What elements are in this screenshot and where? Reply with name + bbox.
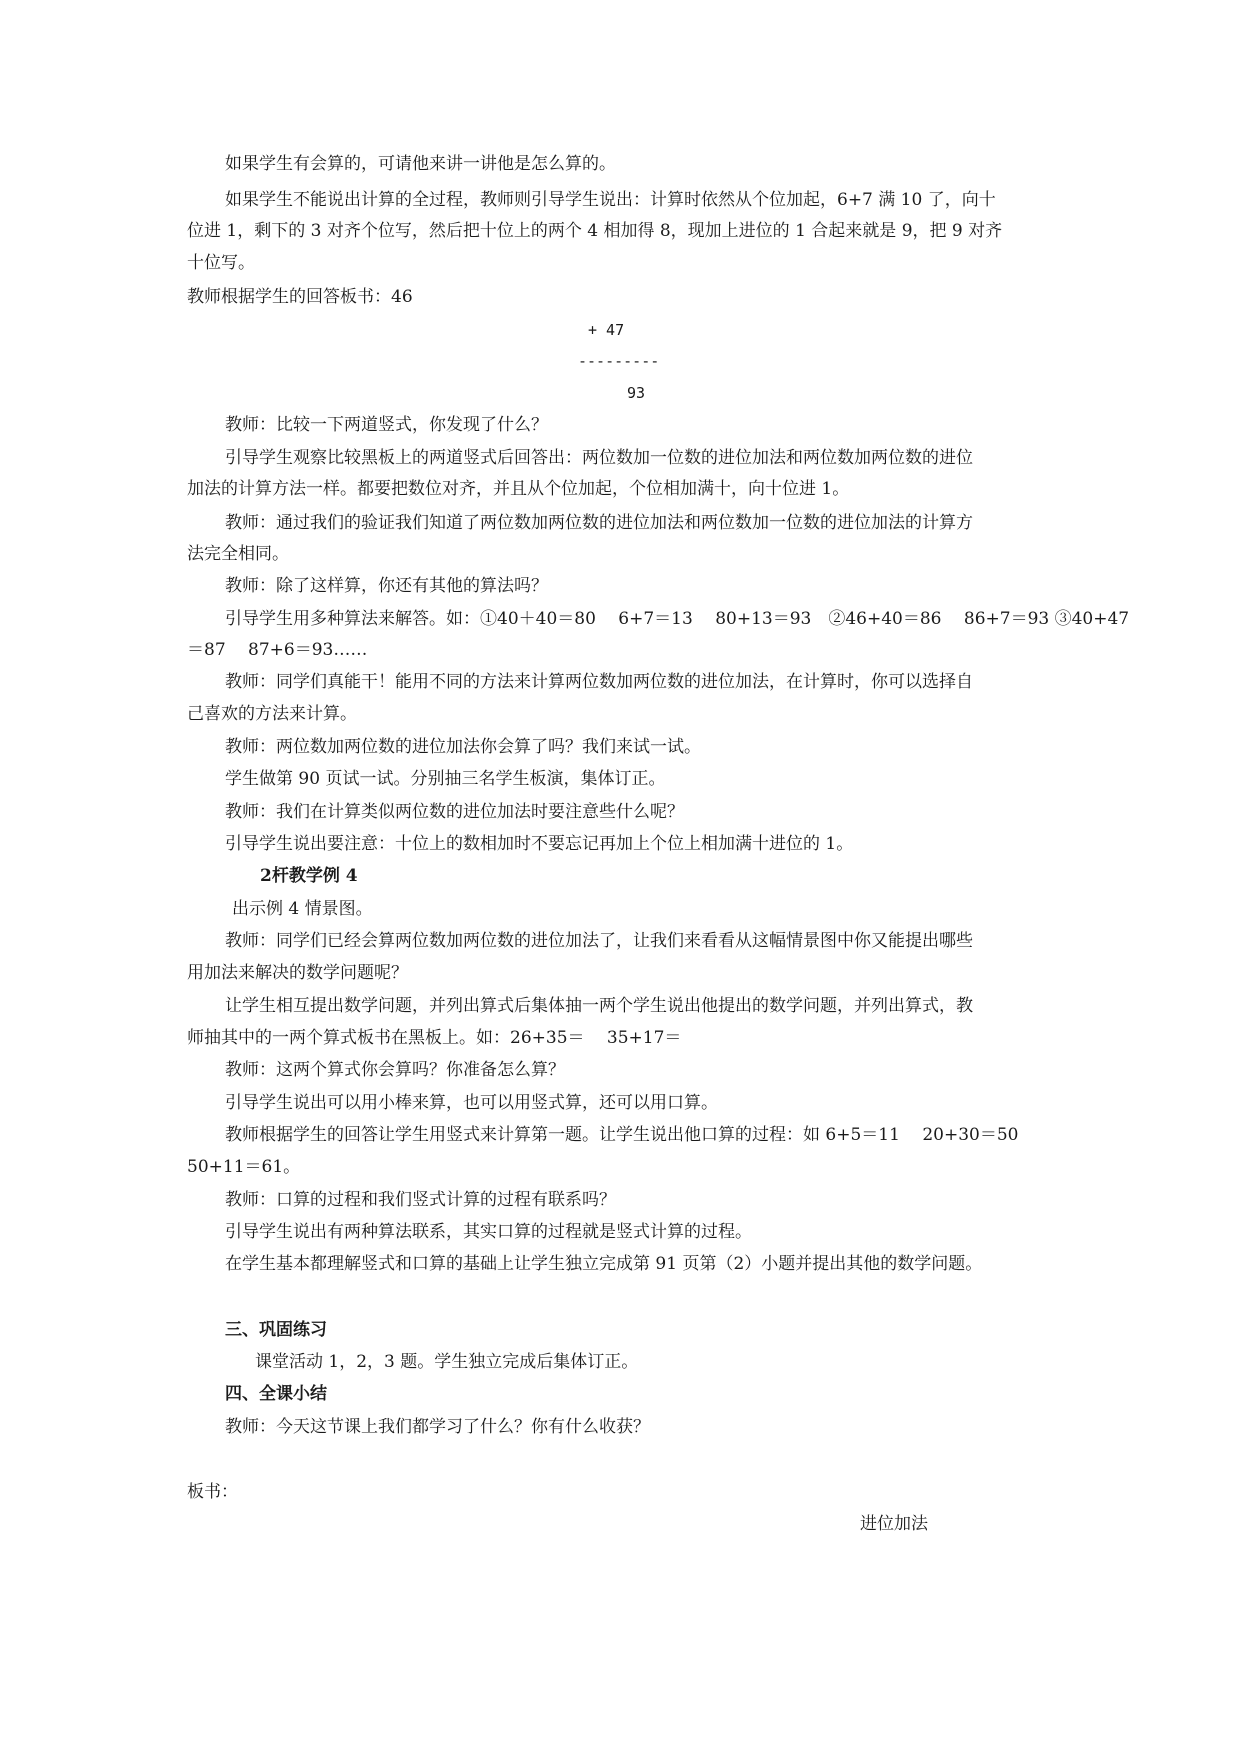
- paragraph-line: 学生做第 90 页试一试。分别抽三名学生板演，集体订正。: [225, 769, 666, 789]
- paragraph-line: 十位写。: [187, 253, 255, 273]
- paragraph-line: 加法的计算方法一样。都要把数位对齐，并且从个位加起，个位相加满十，向十位进 1。: [187, 479, 850, 499]
- paragraph-line: 引导学生说出要注意：十位上的数相加时不要忘记再加上个位上相加满十进位的 1。: [225, 834, 854, 854]
- paragraph-line: 己喜欢的方法来计算。: [187, 704, 357, 724]
- paragraph-line: 50+11＝61。: [187, 1157, 301, 1177]
- paragraph-line: 教师根据学生的回答让学生用竖式来计算第一题。让学生说出他口算的过程：如 6+5＝11 20+30＝50: [225, 1125, 1019, 1145]
- paragraph-line: 师抽其中的一两个算式板书在黑板上。如：26+35＝ 35+17＝: [187, 1028, 682, 1048]
- paragraph-line: 教师：今天这节课上我们都学习了什么？你有什么收获？: [225, 1417, 650, 1437]
- paragraph-line: 教师：口算的过程和我们竖式计算的过程有联系吗？: [225, 1190, 616, 1210]
- paragraph-line: 在学生基本都理解竖式和口算的基础上让学生独立完成第 91 页第（2）小题并提出其他的数学问题。: [225, 1254, 983, 1274]
- vertical-calc-addend: + 47: [588, 321, 625, 339]
- paragraph-line: 引导学生说出有两种算法联系，其实口算的过程就是竖式计算的过程。: [225, 1222, 752, 1242]
- paragraph-line: 教师：同学们已经会算两位数加两位数的进位加法了，让我们来看看从这幅情景图中你又能提出哪些: [225, 931, 973, 951]
- paragraph-line: 引导学生观察比较黑板上的两道竖式后回答出：两位数加一位数的进位加法和两位数加两位数的进位: [225, 448, 973, 468]
- paragraph-line: 教师：除了这样算，你还有其他的算法吗？: [225, 576, 548, 596]
- paragraph-line: 教师：比较一下两道竖式，你发现了什么？: [225, 415, 548, 435]
- paragraph-line: 如果学生不能说出计算的全过程，教师则引导学生说出：计算时依然从个位加起，6+7 满 10 了，向十: [225, 190, 996, 210]
- vertical-calc-result: 93: [627, 384, 646, 402]
- paragraph-line: 教师：我们在计算类似两位数的进位加法时要注意些什么呢？: [225, 802, 684, 822]
- paragraph-line: 课堂活动 1，2，3 题。学生独立完成后集体订正。: [255, 1352, 639, 1372]
- paragraph-line: 引导学生说出可以用小棒来算，也可以用竖式算，还可以用口算。: [225, 1093, 718, 1113]
- paragraph-line: 出示例 4 情景图。: [232, 899, 373, 919]
- paragraph-line: 教师根据学生的回答板书：46: [187, 287, 413, 307]
- paragraph-line: 如果学生有会算的，可请他来讲一讲他是怎么算的。: [225, 154, 616, 174]
- section-heading: 四、全课小结: [225, 1384, 327, 1404]
- paragraph-line: ＝87 87+6＝93……: [187, 640, 368, 660]
- paragraph-line: 用加法来解决的数学问题呢？: [187, 963, 408, 983]
- vertical-calc-divider: ---------: [578, 352, 660, 370]
- paragraph-line: 教师：这两个算式你会算吗？你准备怎么算？: [225, 1060, 565, 1080]
- section-heading: 三、巩固练习: [225, 1320, 327, 1340]
- board-title: 进位加法: [860, 1514, 928, 1534]
- paragraph-line: 教师：通过我们的验证我们知道了两位数加两位数的进位加法和两位数加一位数的进位加法的计算方: [225, 513, 973, 533]
- section-heading: 2杆教学例 4: [260, 866, 358, 886]
- paragraph-line: 法完全相同。: [187, 544, 289, 564]
- paragraph-line: 让学生相互提出数学问题，并列出算式后集体抽一两个学生说出他提出的数学问题，并列出算式，教: [225, 996, 973, 1016]
- paragraph-line: 教师：两位数加两位数的进位加法你会算了吗？我们来试一试。: [225, 737, 701, 757]
- paragraph-line: 教师：同学们真能干！能用不同的方法来计算两位数加两位数的进位加法，在计算时，你可以选择自: [225, 672, 973, 692]
- paragraph-line: 位进 1，剩下的 3 对齐个位写，然后把十位上的两个 4 相加得 8，现加上进位的 1 合起来就是 9，把 9 对齐: [187, 221, 1003, 241]
- board-label: 板书：: [187, 1482, 238, 1502]
- paragraph-line: 引导学生用多种算法来解答。如：①40＋40＝80 6+7＝13 80+13＝93 ②46+40＝86 86+7＝93 ③40+47: [225, 609, 1130, 629]
